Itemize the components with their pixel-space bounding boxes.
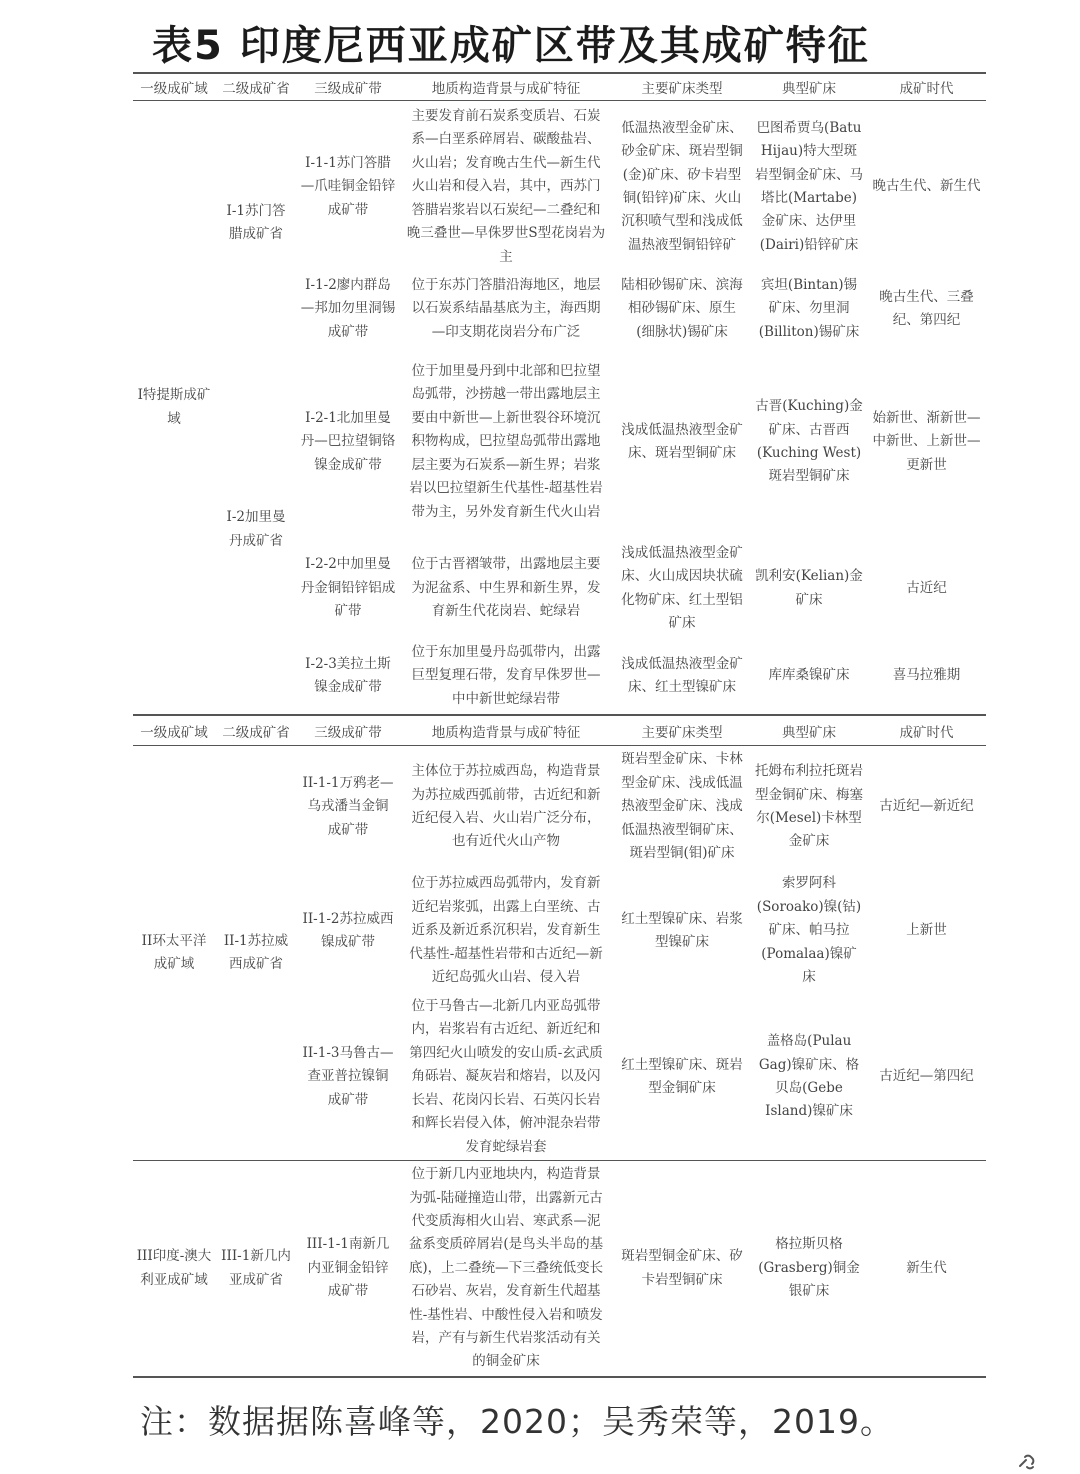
province-cell — [215, 746, 297, 1160]
header-province: 二级成矿省 — [222, 724, 290, 741]
geology-text: 主要发育前石炭系变质岩、石炭系—白垩系碎屑岩、碳酸盐岩、火山岩；发育晚古生代—新生代火山岩和侵入岩，其中，西苏门答腊岩浆岩以石炭纪—二叠纪和晚三叠世—早侏罗世S型花岗岩为主 — [406, 108, 606, 265]
typical-deposit-text: 盖格岛(Pulau Gag)镍矿床、格贝岛(Gebe Island)镍矿床 — [758, 1033, 860, 1120]
typical-deposit-text: 格拉斯贝格(Grasberg)铜金银矿床 — [758, 1236, 860, 1300]
province-label: I-1苏门答腊成矿省 — [226, 202, 286, 242]
geology-text: 位于苏拉威西岛弧带内，发育新近纪岩浆弧，出露上白垩统、古近系及新近系沉积岩，发育新生代基性-超基性岩带和古近纪—新近纪岛弧火山岩、侵入岩 — [409, 875, 603, 986]
belt-cell — [297, 539, 399, 638]
geology-cell — [399, 1161, 613, 1376]
header-deposit-type: 主要矿床类型 — [641, 81, 723, 97]
belt-cell — [297, 273, 399, 345]
belt-label: III-1-1南新几内亚铜金铅锌成矿带 — [306, 1236, 390, 1300]
header-domain: 一级成矿域 — [140, 724, 208, 741]
belt-label: II-1-3马鲁古—查亚普拉镍铜成矿带 — [302, 1044, 394, 1108]
age-text: 古近纪 — [906, 579, 947, 596]
link-icon[interactable] — [1016, 1454, 1042, 1470]
age-cell — [867, 273, 986, 345]
deposit-type-text: 红土型镍矿床、斑岩型金铜矿床 — [621, 1056, 743, 1096]
age-text: 晚古生代、新生代 — [872, 178, 981, 195]
age-cell — [867, 994, 986, 1160]
deposit-type-cell — [613, 638, 751, 714]
age-cell — [867, 101, 986, 273]
geology-cell — [399, 539, 613, 638]
deposit-type-cell — [613, 746, 751, 868]
typical-deposit-cell — [751, 273, 867, 345]
header-province: 二级成矿省 — [222, 81, 290, 97]
deposit-type-text: 浅成低温热液型金矿床、红土型镍矿床 — [621, 655, 743, 695]
geology-text: 位于加里曼丹到中北部和巴拉望岛弧带，沙捞越一带出露地层主要由中新世—上新世裂谷环境沉积物构成，巴拉望岛弧带出露地层主要为石炭系—新生界；岩浆岩以巴拉望新生代基性-超基性岩带为主，另外发育新生代火山岩 — [409, 363, 603, 520]
age-text: 始新世、渐新世—中新世、上新世—更新世 — [872, 409, 981, 473]
age-cell — [867, 1161, 986, 1376]
typical-deposit-text: 巴图希贾乌(Batu Hijau)特大型斑岩型铜金矿床、马塔比(Martabe)金矿床、达伊里(Dairi)铅锌矿床 — [755, 119, 863, 253]
geology-cell — [399, 273, 613, 345]
province-cell — [215, 101, 297, 345]
province-cell — [215, 1161, 297, 1376]
deposit-type-cell — [613, 539, 751, 638]
geology-cell — [399, 994, 613, 1160]
bottom-rule — [133, 1376, 986, 1378]
belt-label: II-1-2苏拉威西镍成矿带 — [302, 910, 394, 950]
deposit-type-cell — [613, 345, 751, 539]
age-cell — [867, 345, 986, 539]
deposit-type-cell — [613, 101, 751, 273]
deposit-type-cell — [613, 868, 751, 994]
typical-deposit-cell — [751, 101, 867, 273]
geology-cell — [399, 101, 613, 273]
belt-label: II-1-1万鸦老—乌戎潘当金铜成矿带 — [302, 774, 394, 838]
belt-label: I-1-1苏门答腊—爪哇铜金铅锌成矿带 — [300, 154, 396, 218]
age-text: 新生代 — [906, 1259, 947, 1276]
typical-deposit-cell — [751, 345, 867, 539]
typical-deposit-text: 托姆布利拉托斑岩型金铜矿床、梅塞尔(Mesel)卡林型金矿床 — [755, 763, 863, 850]
geology-text: 位于古晋褶皱带，出露地层主要为泥盆系、中生界和新生界，发育新生代花岗岩、蛇绿岩 — [411, 556, 601, 620]
geology-text: 主体位于苏拉威西岛，构造背景为苏拉威西弧前带，古近纪和新近纪侵入岩、火山岩广泛分布，也有近代火山产物 — [411, 763, 601, 850]
typical-deposit-cell — [751, 746, 867, 868]
belt-label: I-1-2廖内群岛—邦加勿里洞锡成矿带 — [300, 276, 396, 340]
belt-cell — [297, 994, 399, 1160]
age-cell — [867, 868, 986, 994]
age-text: 晚古生代、三叠纪、第四纪 — [879, 288, 974, 328]
table-title: 表5 印度尼西亚成矿区带及其成矿特征 — [152, 23, 870, 69]
header-deposit-type: 主要矿床类型 — [641, 724, 723, 741]
typical-deposit-text: 古晋(Kuching)金矿床、古晋西(Kuching West)斑岩型铜矿床 — [755, 398, 863, 485]
header-typical-deposit: 典型矿床 — [782, 724, 836, 741]
typical-deposit-text: 索罗阿科(Soroako)镍(钴)矿床、帕马拉(Pomalaa)镍矿床 — [756, 875, 862, 986]
domain-label: III印度-澳大利亚成矿域 — [136, 1248, 212, 1288]
province-label: II-1苏拉威西成矿省 — [223, 932, 289, 972]
header-typical-deposit: 典型矿床 — [782, 81, 836, 97]
domain-cell — [133, 746, 215, 1160]
geology-text: 位于新几内亚地块内，构造背景为弧-陆碰撞造山带，出露新元古代变质海相火山岩、寒武系—泥盆系变质碎屑岩(是鸟头半岛的基底)，上二叠统—下三叠统低变长石砂岩、灰岩，发育新生代超基性-基性岩、中酸性侵入岩和喷发岩，产有与新生代岩浆活动有关的铜金矿床 — [408, 1166, 604, 1370]
domain-label: I特提斯成矿域 — [137, 387, 211, 427]
domain-cell — [133, 101, 215, 714]
header-belt: 三级成矿带 — [314, 81, 382, 97]
age-text: 古近纪—第四纪 — [879, 1068, 974, 1085]
belt-cell — [297, 638, 399, 714]
source-note: 注：数据据陈喜峰等，2020；吴秀荣等，2019。 — [140, 1402, 894, 1441]
deposit-type-cell — [613, 273, 751, 345]
table-section-1 — [133, 72, 986, 718]
geology-cell — [399, 345, 613, 539]
deposit-type-text: 浅成低温热液型金矿床、火山成因块状硫化物矿床、红土型铝矿床 — [621, 544, 743, 631]
age-text: 古近纪—新近纪 — [879, 798, 974, 815]
typical-deposit-text: 宾坦(Bintan)锡矿床、勿里洞(Billiton)锡矿床 — [758, 276, 860, 340]
geology-cell — [399, 868, 613, 994]
province-label: I-2加里曼丹成矿省 — [226, 509, 286, 549]
typical-deposit-cell — [751, 539, 867, 638]
province-label: III-1新几内亚成矿省 — [221, 1248, 291, 1288]
belt-cell — [297, 1161, 399, 1376]
typical-deposit-cell — [751, 1161, 867, 1376]
typical-deposit-text: 库库桑镍矿床 — [768, 667, 850, 684]
header-age: 成矿时代 — [899, 81, 954, 97]
typical-deposit-cell — [751, 638, 867, 714]
deposit-type-text: 陆相砂锡矿床、滨海相砂锡矿床、原生(细脉状)锡矿床 — [621, 276, 743, 340]
age-cell — [867, 539, 986, 638]
deposit-type-cell — [613, 994, 751, 1160]
typical-deposit-text: 凯利安(Kelian)金矿床 — [755, 568, 863, 608]
age-text: 喜马拉雅期 — [892, 667, 961, 684]
age-cell — [867, 746, 986, 868]
belt-label: I-2-3美拉土斯镍金成矿带 — [305, 655, 391, 695]
deposit-type-cell — [613, 1161, 751, 1376]
belt-label: I-2-2中加里曼丹金铜铅锌铝成矿带 — [300, 556, 396, 620]
province-cell — [215, 345, 297, 714]
geology-text: 位于东苏门答腊沿海地区，地层以石炭系结晶基底为主，海西期—印支期花岗岩分布广泛 — [411, 276, 601, 340]
domain-cell — [133, 1161, 215, 1376]
geology-text: 位于东加里曼丹岛弧带内，出露巨型复理石带，发育早侏罗世—中中新世蛇绿岩带 — [411, 643, 601, 707]
deposit-type-text: 低温热液型金矿床、砂金矿床、斑岩型铜(金)矿床、矽卡岩型铜(铅锌)矿床、火山沉积喷气型和浅成低温热液型铜铅锌矿 — [621, 119, 743, 253]
belt-cell — [297, 345, 399, 539]
belt-cell — [297, 101, 399, 273]
deposit-type-text: 斑岩型金矿床、卡林型金矿床、浅成低温热液型金矿床、浅成低温热液型铜矿床、斑岩型铜(钼)矿床 — [621, 751, 743, 862]
header-domain: 一级成矿域 — [140, 81, 208, 97]
header-belt: 三级成矿带 — [314, 724, 382, 741]
table-section-2 — [133, 714, 986, 1380]
belt-label: I-2-1北加里曼丹—巴拉望铜铬镍金成矿带 — [300, 409, 396, 473]
typical-deposit-cell — [751, 868, 867, 994]
deposit-type-text: 浅成低温热液型金矿床、斑岩型铜矿床 — [621, 421, 743, 461]
age-cell — [867, 638, 986, 714]
geology-cell — [399, 746, 613, 868]
typical-deposit-cell — [751, 994, 867, 1160]
belt-cell — [297, 746, 399, 868]
belt-cell — [297, 868, 399, 994]
header-age: 成矿时代 — [899, 724, 954, 741]
deposit-type-text: 红土型镍矿床、岩浆型镍矿床 — [621, 910, 743, 950]
geology-text: 位于马鲁古—北新几内亚岛弧带内，岩浆岩有古近纪、新近纪和第四纪火山喷发的安山质-玄武质角砾岩、凝灰岩和熔岩，以及闪长岩、花岗闪长岩、石英闪长岩和辉长岩侵入体，俯冲混杂岩带发育蛇绿岩套 — [409, 998, 603, 1155]
header-geology: 地质构造背景与成矿特征 — [431, 81, 581, 97]
domain-label: II环太平洋成矿域 — [141, 932, 207, 972]
age-text: 上新世 — [906, 922, 947, 939]
header-geology: 地质构造背景与成矿特征 — [431, 724, 581, 741]
geology-cell — [399, 638, 613, 714]
deposit-type-text: 斑岩型铜金矿床、矽卡岩型铜矿床 — [621, 1248, 743, 1288]
